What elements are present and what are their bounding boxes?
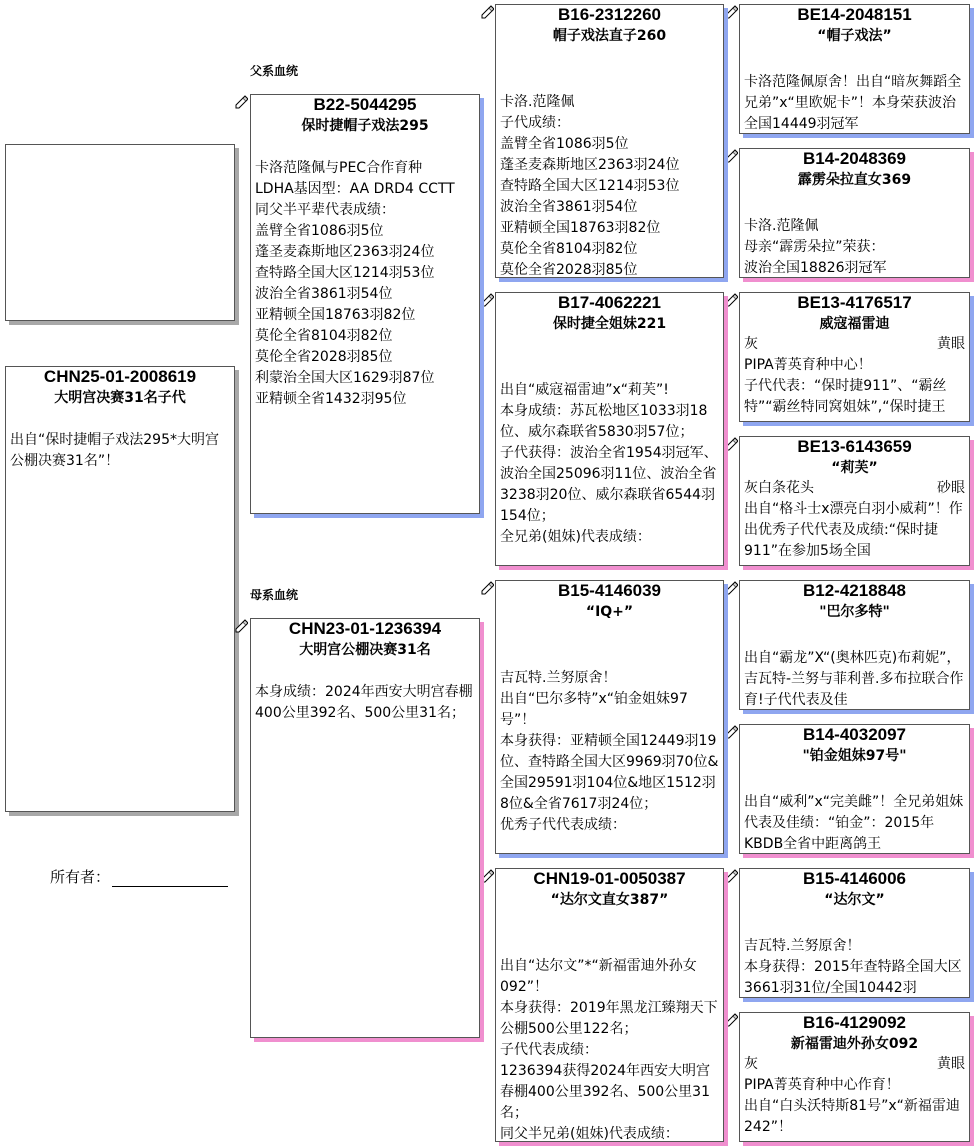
dsd-ring: B14-4032097 [802, 725, 907, 744]
ddd-name: 新福雷迪外孙女092 [790, 1036, 919, 1052]
dss-ring: B12-4218848 [802, 581, 907, 600]
subject-name: 大明宫决赛31名子代 [54, 390, 186, 406]
sire-dam-card[interactable] [495, 292, 724, 566]
subject-body: 出自“保时捷帽子戏法295*大明宫公棚决赛31名”！ [10, 432, 219, 469]
sds-card[interactable] [739, 292, 970, 422]
edit-icon[interactable] [480, 5, 494, 19]
ddd-eye: 黄眼 [937, 1056, 965, 1072]
sire-sire-name: 帽子戏法直子260 [552, 28, 667, 44]
edit-icon[interactable] [724, 1013, 738, 1027]
edit-icon[interactable] [480, 581, 494, 595]
edit-icon[interactable] [724, 5, 738, 19]
sdd-card[interactable] [739, 436, 970, 566]
owner-label: 所有者： [50, 868, 111, 886]
sdd-name: “莉芙” [831, 460, 878, 476]
ddd-card[interactable] [739, 1012, 970, 1142]
ddd-ring: B16-4129092 [802, 1013, 907, 1032]
dsd-body: 出自“威利”x“完美雌”！全兄弟姐妹代表及佳绩：“铂金”：2015年KBDB全省中距离鸽王 [744, 794, 964, 852]
dam-sire-name: “IQ+” [585, 604, 634, 620]
sdd-eye: 砂眼 [937, 480, 965, 496]
dam-body: 本身成绩：2024年西安大明宫春棚400公里392名、500公里31名； [255, 684, 473, 721]
sss-card[interactable] [739, 4, 970, 134]
owner-input-line[interactable] [112, 872, 228, 887]
sire-dam-ring: B17-4062221 [557, 293, 662, 312]
dss-body: 出自“霸龙”X“(奥林匹克)布莉妮”，吉瓦特-兰努与菲利普.多布拉联合作育!子代代表及佳 [744, 650, 964, 708]
sire-body: 卡洛范隆佩与PEC合作育种 LDHA基因型：AA DRD4 CCTT 同父半平辈代表成绩： 盖臂全省1086羽5位 蓬圣麦森斯地区2363羽24位 查特路全国大区1214羽53位 波治全省3861羽54位 亚精顿全国18763羽82位 莫伦全省8104羽82位 莫伦全省2028羽85位 利蒙治全国大区1629羽87位 亚精顿全省1432羽95位 [255, 160, 455, 407]
edit-icon[interactable] [480, 293, 494, 307]
dds-body: 吉瓦特.兰努原舍！ 本身获得：2015年查特路全国大区3661羽31位/全国10442羽 [744, 938, 962, 996]
edit-icon[interactable] [724, 149, 738, 163]
sire-sire-ring: B16-2312260 [557, 5, 662, 24]
edit-icon[interactable] [234, 619, 248, 633]
edit-icon[interactable] [724, 581, 738, 595]
sdd-color: 灰白条花头 [744, 480, 814, 496]
dds-name: “达尔文” [824, 892, 885, 908]
dam-dam-card[interactable] [495, 868, 724, 1142]
ddd-body: PIPA菁英育种中心作育！ 出自“白头沃特斯81号”x“新福雷迪242”！ [744, 1077, 960, 1135]
sire-dam-body: 出自“威寇福雷迪”x“莉芙”! 本身成绩：苏瓦松地区1033羽18位、威尔森联省5830羽57位； 子代获得：波治全省1954羽冠军、波治全国25096羽11位、波治全省3238羽20位、威尔森联省6544羽154位； 全兄弟(姐妹)代表成绩： [500, 382, 718, 545]
dds-card[interactable] [739, 868, 970, 998]
dam-sire-card[interactable] [495, 580, 724, 854]
sire-sire-body: 卡洛.范隆佩 子代成绩： 盖臂全省1086羽5位 蓬圣麦森斯地区2363羽24位 查特路全国大区1214羽53位 波治全省3861羽54位 亚精顿全国18763羽82位 莫伦全省8104羽82位 莫伦全省2028羽85位 [500, 94, 680, 278]
sire-name: 保时捷帽子戏法295 [301, 118, 429, 134]
ssd-name: 霹雳朵拉直女369 [797, 172, 912, 188]
ssd-ring: B14-2048369 [802, 149, 907, 168]
edit-icon[interactable] [234, 95, 248, 109]
dam-sire-ring: B15-4146039 [557, 581, 662, 600]
edit-icon[interactable] [724, 437, 738, 451]
dam-dam-ring: CHN19-01-0050387 [533, 869, 686, 888]
sire-ring: B22-5044295 [313, 95, 417, 114]
ssd-card[interactable] [739, 148, 970, 278]
sss-body: 卡洛范隆佩原舍！出自“暗灰舞蹈全兄弟”x“里欧妮卡”！本身荣获波治全国14449羽冠军 [744, 74, 962, 132]
dds-ring: B15-4146006 [802, 869, 907, 888]
dss-name: "巴尔多特" [819, 604, 890, 620]
sdd-ring: BE13-6143659 [797, 437, 912, 456]
sire-card[interactable] [250, 94, 480, 514]
sdd-body: 出自“格斗士x漂亮白羽小威莉”！作出优秀子代代表及成绩:“保时捷911”在参加5场全国 [744, 501, 963, 559]
edit-icon[interactable] [724, 869, 738, 883]
sds-name: 威寇福雷迪 [819, 316, 890, 332]
ssd-body: 卡洛.范隆佩 母亲“霹雳朵拉”荣获： 波治全国18826羽冠军 [744, 218, 887, 276]
dam-dam-body: 出自“达尔文”*“新福雷迪外孙女092”！ 本身获得：2019年黑龙江臻翔天下公棚500公里122名； 子代代表成绩： 1236394获得2024年西安大明宫春棚400公里392名、500公里31名； 同父半兄弟(姐妹)代表成绩： [500, 958, 718, 1142]
owner-field [50, 866, 228, 887]
sds-color: 灰 [744, 336, 758, 352]
dam-sire-body: 吉瓦特.兰努原舍！ 出自“巴尔多特”x“铂金姐妹97号”！ 本身获得：亚精顿全国12449羽19位、查特路全国大区9969羽70位&全国29591羽104位&地区1512羽8位&全省7617羽24位； 优秀子代代表成绩： [500, 670, 719, 833]
dss-card[interactable] [739, 580, 970, 710]
ddd-color: 灰 [744, 1056, 758, 1072]
dsd-name: "铂金姐妹97号" [802, 748, 907, 764]
sds-body: PIPA菁英育种中心！ 子代代表：“保时捷911”、“霸丝特”“霸丝特同窝姐妹”,“保时捷王 [744, 357, 947, 415]
dam-ring: CHN23-01-1236394 [288, 619, 442, 638]
sire-dam-name: 保时捷全姐妹221 [552, 316, 667, 332]
subject-ring: CHN25-01-2008619 [43, 367, 197, 386]
edit-icon[interactable] [480, 869, 494, 883]
subject-card [5, 366, 235, 812]
dam-name: 大明宫公棚决赛31名 [299, 642, 431, 658]
edit-icon[interactable] [724, 293, 738, 307]
sss-name: “帽子戏法” [817, 28, 892, 44]
dsd-card[interactable] [739, 724, 970, 854]
sds-eye: 黄眼 [937, 336, 965, 352]
sire-sire-card[interactable] [495, 4, 724, 278]
sire-line-label: 父系血统 [250, 64, 299, 78]
sds-ring: BE13-4176517 [797, 293, 912, 312]
dam-line-label: 母系血统 [250, 588, 299, 602]
edit-icon[interactable] [724, 725, 738, 739]
sss-ring: BE14-2048151 [797, 5, 912, 24]
dam-card[interactable] [250, 618, 480, 1038]
photo-frame [5, 144, 235, 321]
dam-dam-name: “达尔文直女387” [550, 892, 669, 908]
